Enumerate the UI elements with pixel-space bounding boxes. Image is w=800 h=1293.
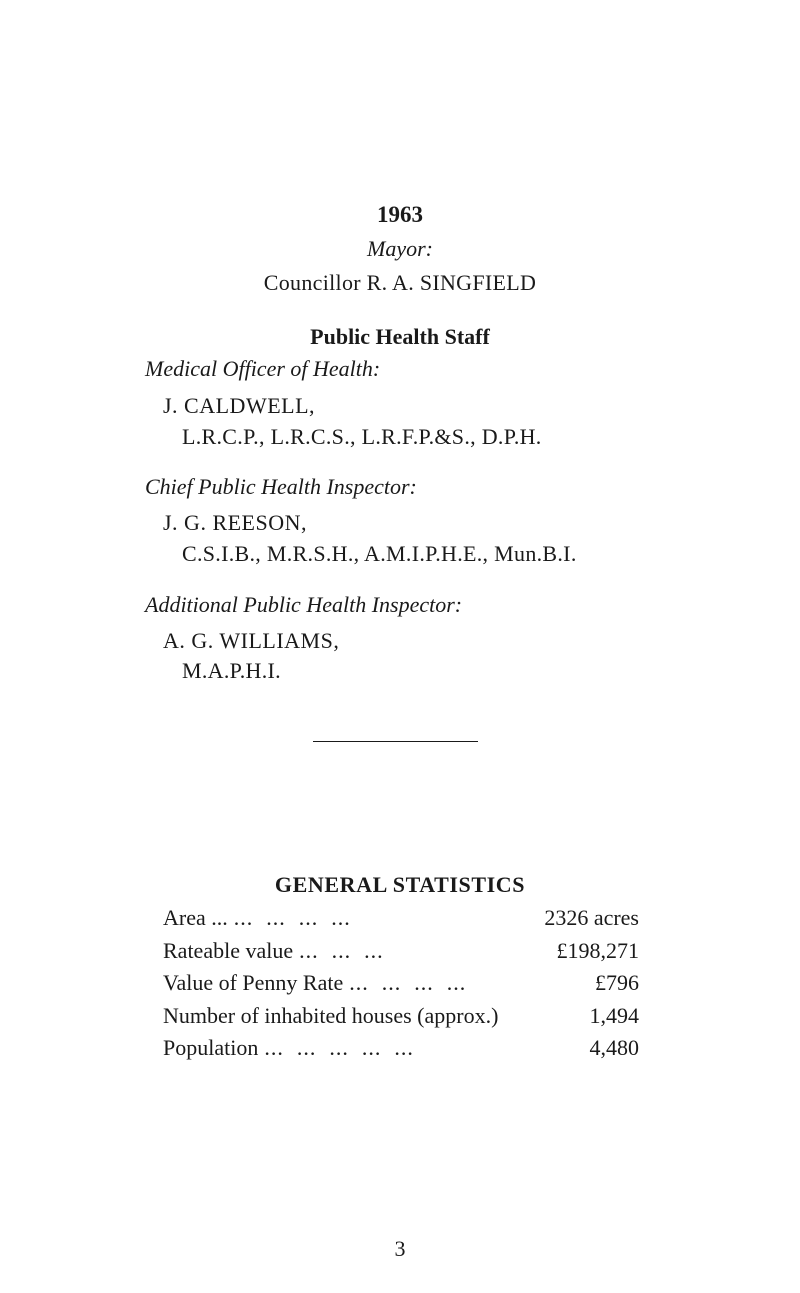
staff-name: A. G. WILLIAMS, <box>163 628 340 653</box>
section-divider <box>313 741 478 742</box>
statistics-row <box>163 970 639 1003</box>
dot-leader: ... ... ... ... <box>349 970 467 995</box>
statistic-label: Area ... <box>163 905 228 930</box>
statistic-value: £198,271 <box>556 937 639 963</box>
staff-qualifications: C.S.I.B., M.R.S.H., A.M.I.P.H.E., Mun.B.I. <box>182 541 577 566</box>
statistic-value: 2326 acres <box>544 905 639 930</box>
staff-qualifications: L.R.C.P., L.R.C.S., L.R.F.P.&S., D.P.H. <box>182 424 542 449</box>
statistic-value: 1,494 <box>589 1002 639 1028</box>
general-statistics-heading: GENERAL STATISTICS <box>274 872 526 897</box>
report-year: 1963 <box>377 202 423 227</box>
staff-name: J. G. REESON, <box>163 510 308 535</box>
statistic-label: Rateable value <box>163 937 294 963</box>
staff-role: Additional Public Health Inspector: <box>145 592 463 617</box>
statistics-row <box>163 1035 639 1068</box>
dot-leader: ... ... ... <box>299 937 384 963</box>
statistic-label: Number of inhabited houses (approx.) <box>163 1002 499 1028</box>
statistics-table <box>163 905 639 1068</box>
staff-role: Chief Public Health Inspector: <box>145 474 417 499</box>
mayor-label: Mayor: <box>367 236 433 261</box>
staff-heading: Public Health Staff <box>310 324 490 349</box>
statistic-value: £796 <box>595 970 639 995</box>
dot-leader: ... ... ... ... <box>233 905 351 930</box>
statistics-row <box>163 905 639 938</box>
staff-role: Medical Officer of Health: <box>145 356 381 381</box>
staff-qualifications: M.A.P.H.I. <box>182 658 281 683</box>
mayor-name: Councillor R. A. SINGFIELD <box>263 270 537 295</box>
statistic-label: Value of Penny Rate <box>163 970 344 995</box>
page-number: 3 <box>394 1236 406 1261</box>
statistic-value: 4,480 <box>589 1035 639 1060</box>
statistics-row <box>163 1003 639 1036</box>
statistic-label: Population <box>163 1035 259 1060</box>
staff-name: J. CALDWELL, <box>163 393 316 418</box>
statistics-row <box>163 938 639 971</box>
dot-leader: ... ... ... ... ... <box>264 1035 414 1060</box>
